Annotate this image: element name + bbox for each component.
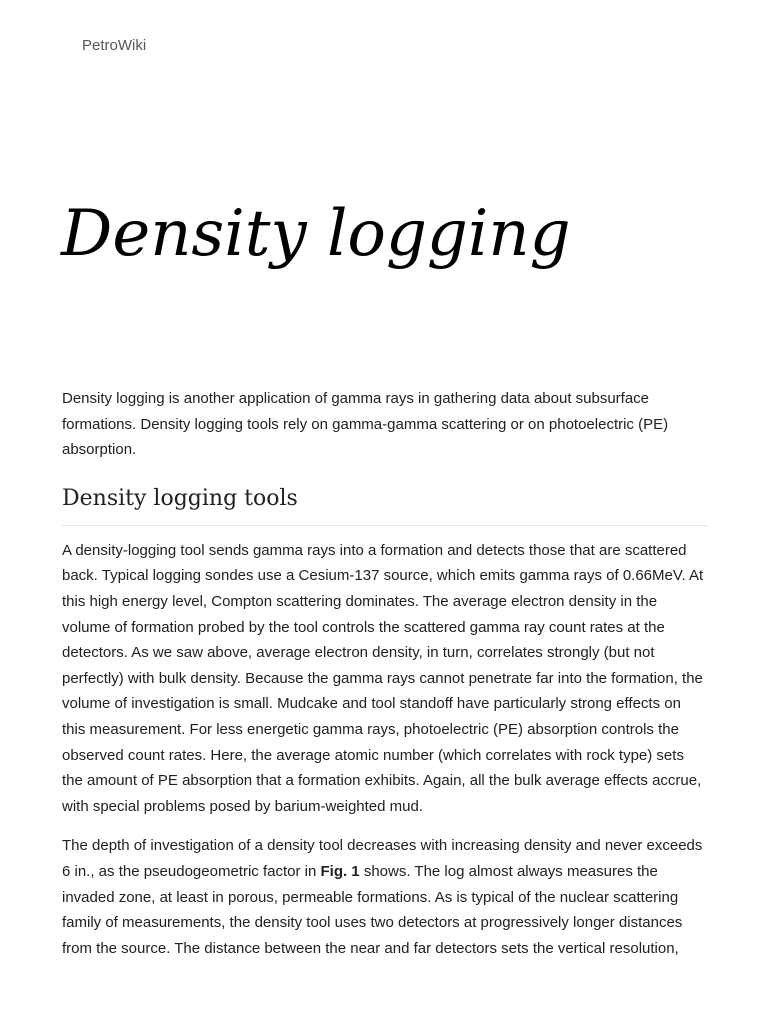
section-heading: Density logging tools: [62, 483, 708, 526]
figure-reference-link[interactable]: Fig. 1: [320, 862, 360, 880]
body-paragraph-1: A density-logging tool sends gamma rays into a formation and detects those that are scattered back. Typical logging sondes use a Cesium-137 source, which emits gamma rays of 0.66MeV. At this high energy level, Compton scattering dominates. The average electron density in the volume of formation probed by the tool controls the scattered gamma ray count rates at the detectors. As we saw above, average electron density, in turn, correlates strongly (but not perfectly) with bulk density. Because the gamma rays cannot penetrate far into the formation, the volume of investigation is small. Mudcake and tool standoff have particularly strong effects on this measurement. For less energetic gamma rays, photoelectric (PE) absorption controls the observed count rates. Here, the average atomic number (which correlates with rock type) sets the amount of PE absorption that a formation exhibits. Again, all the bulk average effects accrue, with special problems posed by barium-weighted mud.: [62, 541, 704, 815]
body-paragraph-2: [62, 833, 708, 961]
article-content: [62, 386, 708, 975]
page-title: Density logging: [61, 197, 571, 271]
paragraph-text: The depth of investigation of a density tool decreases with increasing density and never exceeds 6 in., as the pseudogeometric factor in: [62, 837, 703, 880]
intro-paragraph: Density logging is another application of gamma rays in gathering data about subsurface formations. Density logging tools rely on gamma-gamma scattering or on photoelectric (PE) absorption.: [62, 390, 669, 459]
site-name[interactable]: PetroWiki: [82, 37, 147, 54]
paragraph-text: shows. The log almost always measures the invaded zone, at least in porous, permeable formations. As is typical of the nuclear scattering family of measurements, the density tool uses two detectors at progressively longer distances from the source. The distance between the near and far detectors sets the vertical resolution,: [62, 862, 683, 957]
